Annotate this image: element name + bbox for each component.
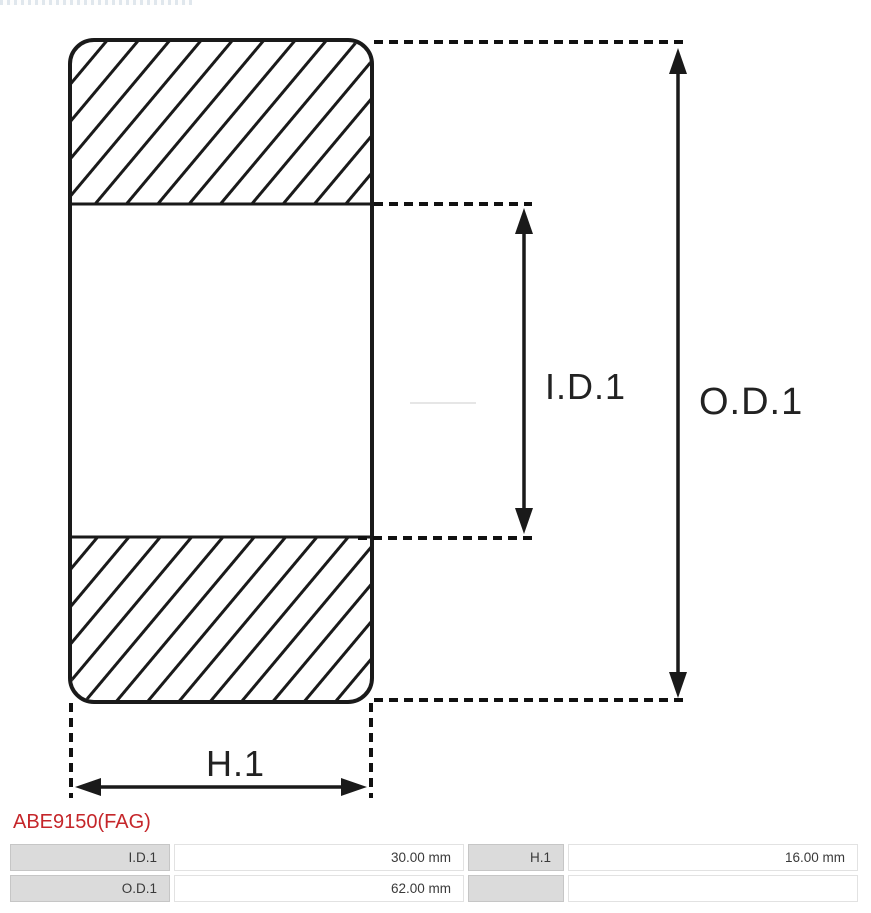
h-dimension-label: H.1	[206, 743, 266, 784]
spec-value-h: 16.00 mm	[568, 844, 858, 871]
outer-race-hatch-top	[72, 42, 370, 204]
product-code-link[interactable]: ABE9150(FAG)	[13, 811, 151, 833]
bearing-body	[70, 40, 476, 702]
outer-race-hatch-bottom	[72, 537, 370, 700]
od-dimension-label: O.D.1	[699, 381, 804, 423]
spec-value-id: 30.00 mm	[174, 844, 464, 871]
id-dimension-arrow	[515, 208, 533, 534]
id-dimension-label: I.D.1	[545, 366, 627, 407]
spec-value-od: 62.00 mm	[174, 875, 464, 902]
spec-param-empty	[468, 875, 564, 902]
spec-param-h: H.1	[468, 844, 564, 871]
od-dimension-arrow	[669, 48, 687, 698]
spec-param-id: I.D.1	[10, 844, 170, 871]
spec-param-od: O.D.1	[10, 875, 170, 902]
spec-value-empty	[568, 875, 858, 902]
spec-table	[10, 844, 858, 902]
